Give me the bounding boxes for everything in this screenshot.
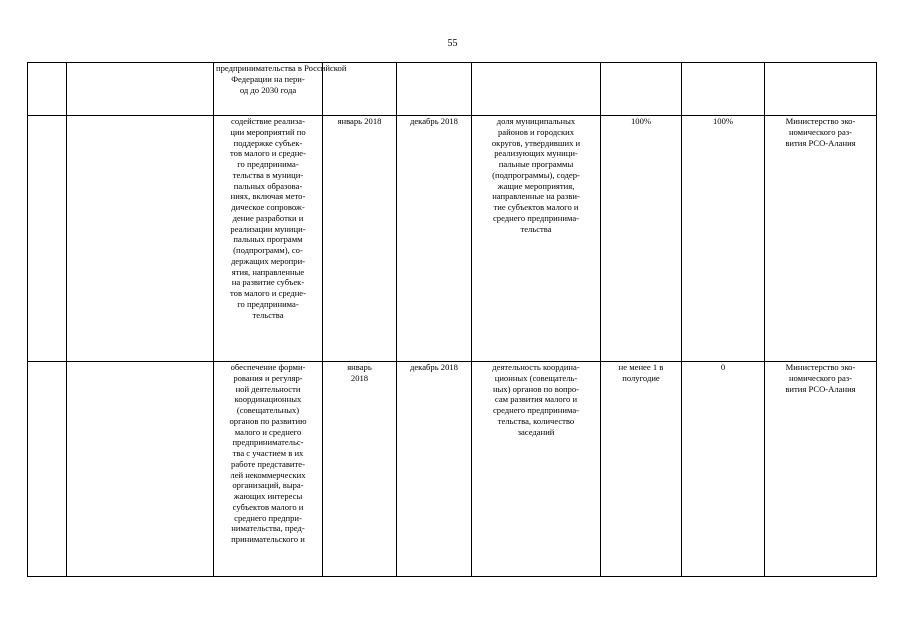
cell-measure: обеспечение форми- рования и регуляр- ной деятельности координационных (совещательных) органов по развитию малого и среднего предпринимательс- тва с участием в их работе представите- лей некоммерческих организаций, выра- жающих интересы субъектов малого и среднего предпри- нимательства, пред- принимательского и <box>214 362 323 577</box>
cell-executor: Министерство эко- номического раз- вития РСО-Алания <box>765 362 877 577</box>
cell-fact: 100% <box>682 116 765 362</box>
cell-task <box>67 116 214 362</box>
table-row <box>28 63 877 116</box>
cell-indicator: доля муниципальных районов и городских округов, утвердивших и реализующих муници- пальные программы (подпрограммы), содер- жащие мероприятия, направленные на разви- тие субъектов малого и среднего предпринима- тельства <box>472 116 601 362</box>
cell-executor: Министерство эко- номического раз- вития РСО-Алания <box>765 116 877 362</box>
cell-index <box>28 116 67 362</box>
cell-indicator: деятельность координа- ционных (совещатель- ных) органов по вопро- сам развития малого и среднего предпринима- тельства, количество заседаний <box>472 362 601 577</box>
cell-measure: содействие реализа- ции мероприятий по поддержке субъек- тов малого и средне- го предпринима- тельства в муници- пальных образова- ниях, включая мето- дическое сопровож- дение разработки и реализации муници- пальных программ (подпрограмм), со- держащих меропри- ятия, направленные на развитие субъек- тов малого и средне- го предпринима- тельства <box>214 116 323 362</box>
table-row <box>28 362 877 577</box>
cell-start: январь 2018 <box>323 362 397 577</box>
cell-task <box>67 362 214 577</box>
cell-plan <box>601 63 682 116</box>
page-number: 55 <box>447 38 458 49</box>
cell-end: декабрь 2018 <box>397 362 472 577</box>
cell-end: декабрь 2018 <box>397 116 472 362</box>
cell-indicator <box>472 63 601 116</box>
cell-executor <box>765 63 877 116</box>
cell-start: январь 2018 <box>323 116 397 362</box>
cell-fact: 0 <box>682 362 765 577</box>
cell-task <box>67 63 214 116</box>
cell-index <box>28 362 67 577</box>
cell-index <box>28 63 67 116</box>
cell-plan: 100% <box>601 116 682 362</box>
cell-measure: предпринимательства в Российской Федерации на пери- од до 2030 года <box>214 63 323 116</box>
cell-plan: не менее 1 в полугодие <box>601 362 682 577</box>
measures-table <box>27 62 877 577</box>
cell-end <box>397 63 472 116</box>
cell-fact <box>682 63 765 116</box>
table-row <box>28 116 877 362</box>
